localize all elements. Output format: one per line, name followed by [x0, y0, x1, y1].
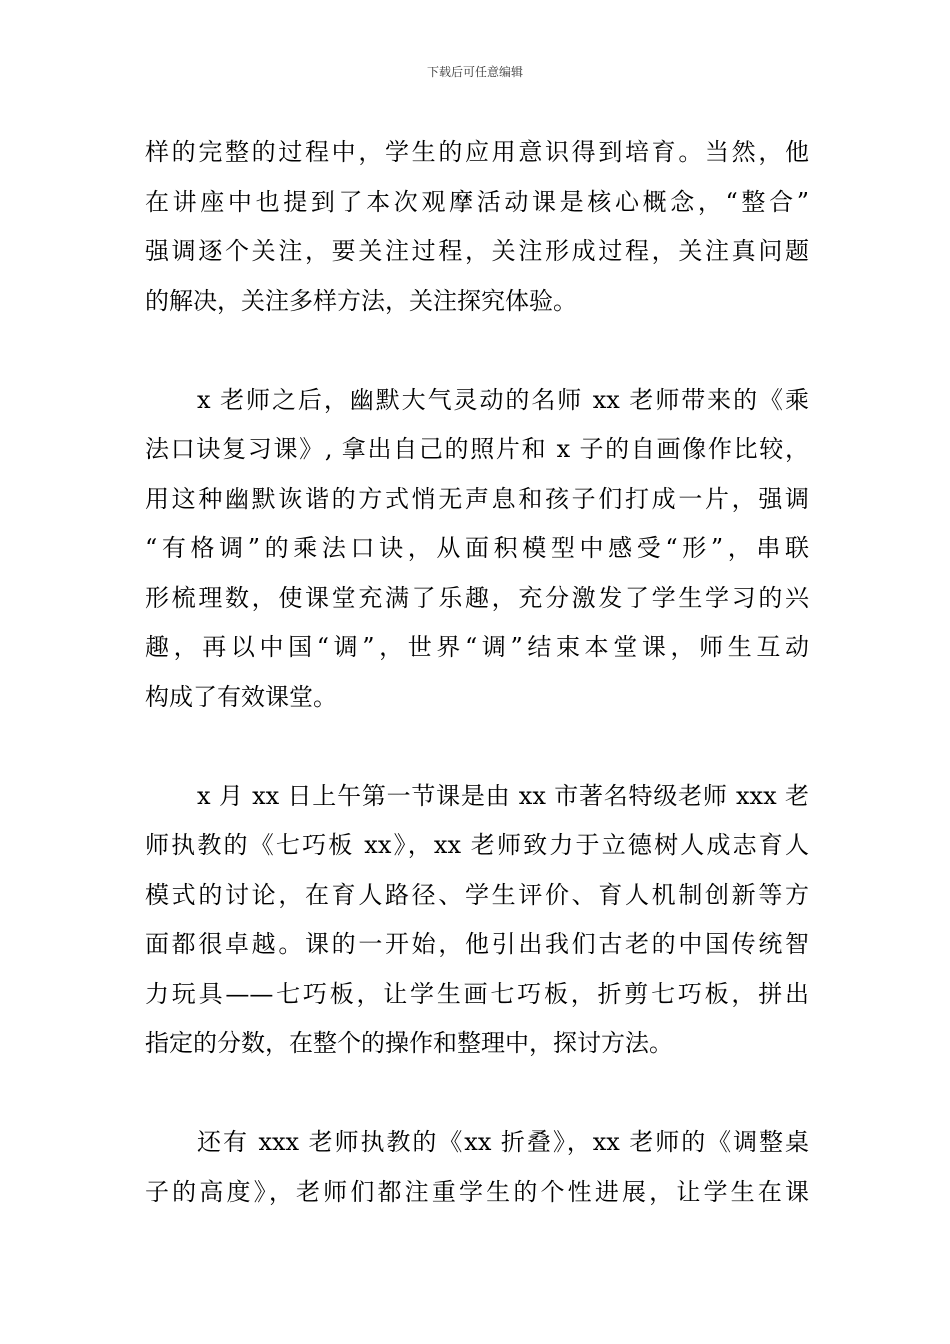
- text-line: 子的高度》，老师们都注重学生的个性进展，让学生在课: [145, 1177, 809, 1206]
- text-line: 样的完整的过程中，学生的应用意识得到培育。当然，他: [145, 138, 809, 166]
- paragraph-gap: [145, 1069, 809, 1119]
- document-body: [145, 128, 809, 1217]
- paragraph-gap: [145, 326, 809, 376]
- paragraph-4: [145, 1118, 809, 1217]
- text-line: 的解决，关注多样方法，关注探究体验。: [145, 286, 577, 315]
- text-line: 用这种幽默诙谐的方式悄无声息和孩子们打成一片，强调: [145, 484, 809, 513]
- text-line: 模式的讨论，在育人路径、学生评价、育人机制创新等方: [145, 880, 809, 909]
- text-line: 指定的分数，在整个的操作和整理中，探讨方法。: [145, 1029, 673, 1057]
- paragraph-gap: [145, 722, 809, 772]
- text-line: 构成了有效课堂。: [145, 682, 337, 711]
- paragraph-1: [145, 128, 809, 326]
- text-line: “有格调”的乘法口诀，从面积模型中感受“形”，串联: [145, 534, 809, 562]
- text-line: 强调逐个关注，要关注过程，关注形成过程，关注真问题: [145, 237, 809, 265]
- text-line: x 老师之后，幽默大气灵动的名师 xx 老师带来的《乘: [197, 385, 809, 414]
- text-line: 趣，再以中国“调”，世界“调”结束本堂课，师生互动: [145, 633, 809, 661]
- page-header: 下载后可任意编辑: [426, 65, 523, 79]
- text-line: 力玩具——七巧板，让学生画七巧板，折剪七巧板，拼出: [145, 979, 809, 1008]
- paragraph-2: [145, 376, 809, 723]
- text-line: x 月 xx 日上午第一节课是由 xx 市著名特级老师 xxx 老: [197, 781, 809, 810]
- text-line: 法口诀复习课》, 拿出自己的照片和 x 子的自画像作比较，: [145, 435, 809, 463]
- text-line: 还有 xxx 老师执教的《xx 折叠》，xx 老师的《调整桌: [197, 1128, 809, 1156]
- text-line: 师执教的《七巧板 xx》，xx 老师致力于立德树人成志育人: [145, 831, 809, 859]
- paragraph-3: [145, 772, 809, 1069]
- text-line: 在讲座中也提到了本次观摩活动课是核心概念，“整合”: [145, 187, 809, 216]
- text-line: 面都很卓越。课的一开始，他引出我们古老的中国传统智: [145, 930, 809, 958]
- text-line: 形梳理数，使课堂充满了乐趣，充分激发了学生学习的兴: [145, 583, 809, 612]
